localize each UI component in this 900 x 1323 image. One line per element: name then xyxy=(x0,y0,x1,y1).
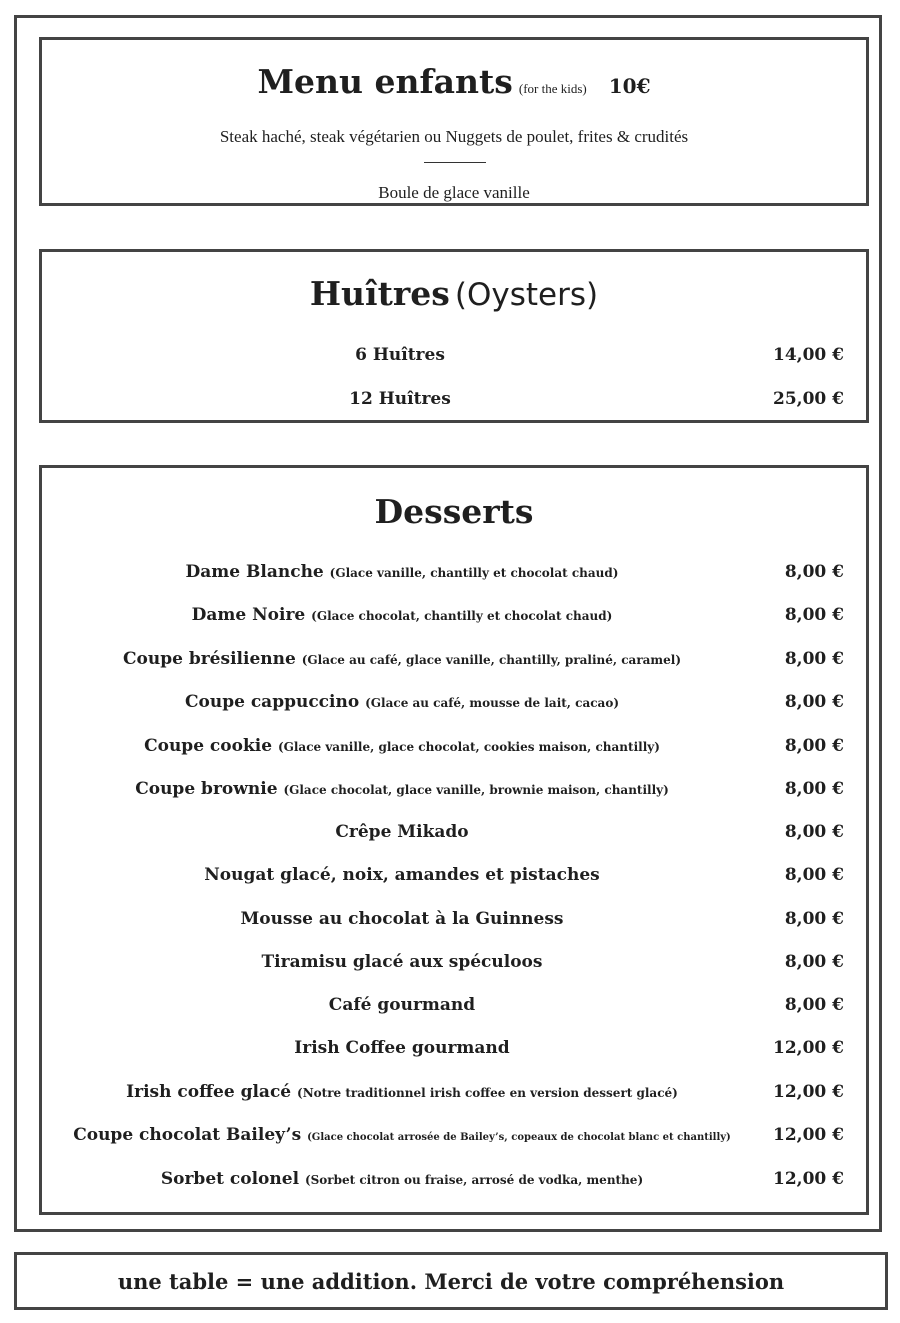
oyster-row xyxy=(42,389,866,413)
dessert-row xyxy=(42,649,866,673)
dessert-row xyxy=(42,736,866,760)
oysters-title: Huîtres xyxy=(309,274,450,313)
dessert-row xyxy=(42,865,866,889)
oyster-price: 14,00 € xyxy=(773,345,844,365)
dessert-price: 8,00 € xyxy=(784,995,844,1015)
dessert-name: Dame Blanche xyxy=(185,562,324,582)
oysters-section xyxy=(39,249,869,423)
dessert-description: (Notre traditionnel irish coffee en version dessert glacé) xyxy=(297,1086,678,1100)
dessert-price: 8,00 € xyxy=(784,649,844,669)
desserts-title: Desserts xyxy=(374,492,534,531)
dessert-row xyxy=(42,909,866,933)
dessert-row xyxy=(42,779,866,803)
dessert-price: 8,00 € xyxy=(784,736,844,756)
dessert-name: Mousse au chocolat à la Guinness xyxy=(240,909,564,929)
dessert-row xyxy=(42,605,866,629)
dessert-name: Sorbet colonel xyxy=(160,1169,300,1189)
dessert-price: 12,00 € xyxy=(773,1125,844,1145)
dessert-name: Irish coffee glacé xyxy=(126,1082,292,1102)
kids-menu-main-course: Steak haché, steak végétarien ou Nuggets de poulet, frites & crudités xyxy=(219,127,689,146)
kids-menu-section xyxy=(39,37,869,206)
dessert-name-wrap xyxy=(42,649,762,669)
desserts-heading xyxy=(42,492,866,531)
oyster-row xyxy=(42,345,866,369)
dessert-description: (Glace vanille, glace chocolat, cookies maison, chantilly) xyxy=(277,740,660,754)
dessert-row xyxy=(42,822,866,846)
dessert-row xyxy=(42,995,866,1019)
dessert-description: (Glace chocolat, glace vanille, brownie maison, chantilly) xyxy=(283,783,669,797)
dessert-price: 8,00 € xyxy=(784,779,844,799)
dessert-row xyxy=(42,952,866,976)
dessert-name: Coupe cookie xyxy=(144,736,273,756)
dessert-name-wrap xyxy=(42,605,762,625)
dessert-name-wrap xyxy=(42,736,762,756)
dessert-name-wrap xyxy=(42,1125,762,1145)
oysters-subtitle: (Oysters) xyxy=(454,277,599,313)
dessert-description: (Glace chocolat arrosée de Bailey’s, copeaux de chocolat blanc et chantilly) xyxy=(307,1132,731,1143)
dessert-name: Nougat glacé, noix, amandes et pistaches xyxy=(204,865,600,885)
oyster-name: 12 Huîtres xyxy=(349,389,451,409)
dessert-price: 8,00 € xyxy=(784,865,844,885)
footer-text: une table = une addition. Merci de votre compréhension xyxy=(117,1268,785,1294)
dessert-row xyxy=(42,562,866,586)
dessert-price: 8,00 € xyxy=(784,909,844,929)
dessert-price: 8,00 € xyxy=(784,605,844,625)
dessert-name: Crêpe Mikado xyxy=(335,822,469,842)
dessert-row xyxy=(42,1169,866,1193)
dessert-description: (Glace chocolat, chantilly et chocolat chaud) xyxy=(311,609,613,623)
dessert-row xyxy=(42,1038,866,1062)
dessert-description: (Glace vanille, chantilly et chocolat chaud) xyxy=(329,566,619,580)
dessert-row xyxy=(42,1082,866,1106)
oyster-name: 6 Huîtres xyxy=(355,345,445,365)
kids-menu-dessert: Boule de glace vanille xyxy=(378,183,530,202)
dessert-name-wrap xyxy=(42,779,762,799)
dessert-name-wrap xyxy=(42,562,762,582)
oysters-heading xyxy=(42,274,866,313)
dessert-name: Coupe brésilienne xyxy=(122,649,296,669)
dessert-name: Coupe brownie xyxy=(135,779,278,799)
dessert-price: 8,00 € xyxy=(784,952,844,972)
dessert-name-wrap xyxy=(42,692,762,712)
desserts-section xyxy=(39,465,869,1215)
dessert-price: 12,00 € xyxy=(773,1169,844,1189)
kids-menu-separator xyxy=(424,162,486,163)
footer-notice xyxy=(14,1252,888,1310)
dessert-price: 8,00 € xyxy=(784,692,844,712)
kids-menu-heading xyxy=(42,62,866,101)
dessert-name: Tiramisu glacé aux spéculoos xyxy=(261,952,543,972)
oyster-price: 25,00 € xyxy=(773,389,844,409)
dessert-description: (Sorbet citron ou fraise, arrosé de vodka, menthe) xyxy=(304,1173,644,1187)
dessert-name-wrap xyxy=(42,1169,762,1189)
dessert-price: 8,00 € xyxy=(784,822,844,842)
dessert-name: Coupe chocolat Bailey’s xyxy=(73,1125,302,1145)
dessert-name: Irish Coffee gourmand xyxy=(294,1038,510,1058)
kids-menu-price: 10€ xyxy=(608,74,651,98)
kids-menu-title: Menu enfants xyxy=(257,62,513,101)
dessert-name-wrap xyxy=(42,1082,762,1102)
dessert-price: 12,00 € xyxy=(773,1038,844,1058)
dessert-description: (Glace au café, glace vanille, chantilly, praliné, caramel) xyxy=(301,653,681,667)
dessert-row xyxy=(42,1125,866,1149)
kids-menu-subtitle: (for the kids) xyxy=(518,81,587,96)
dessert-name: Dame Noire xyxy=(191,605,306,625)
dessert-name: Café gourmand xyxy=(328,995,476,1015)
dessert-name: Coupe cappuccino xyxy=(184,692,360,712)
dessert-row xyxy=(42,692,866,716)
dessert-price: 8,00 € xyxy=(784,562,844,582)
dessert-description: (Glace au café, mousse de lait, cacao) xyxy=(365,696,620,710)
dessert-price: 12,00 € xyxy=(773,1082,844,1102)
